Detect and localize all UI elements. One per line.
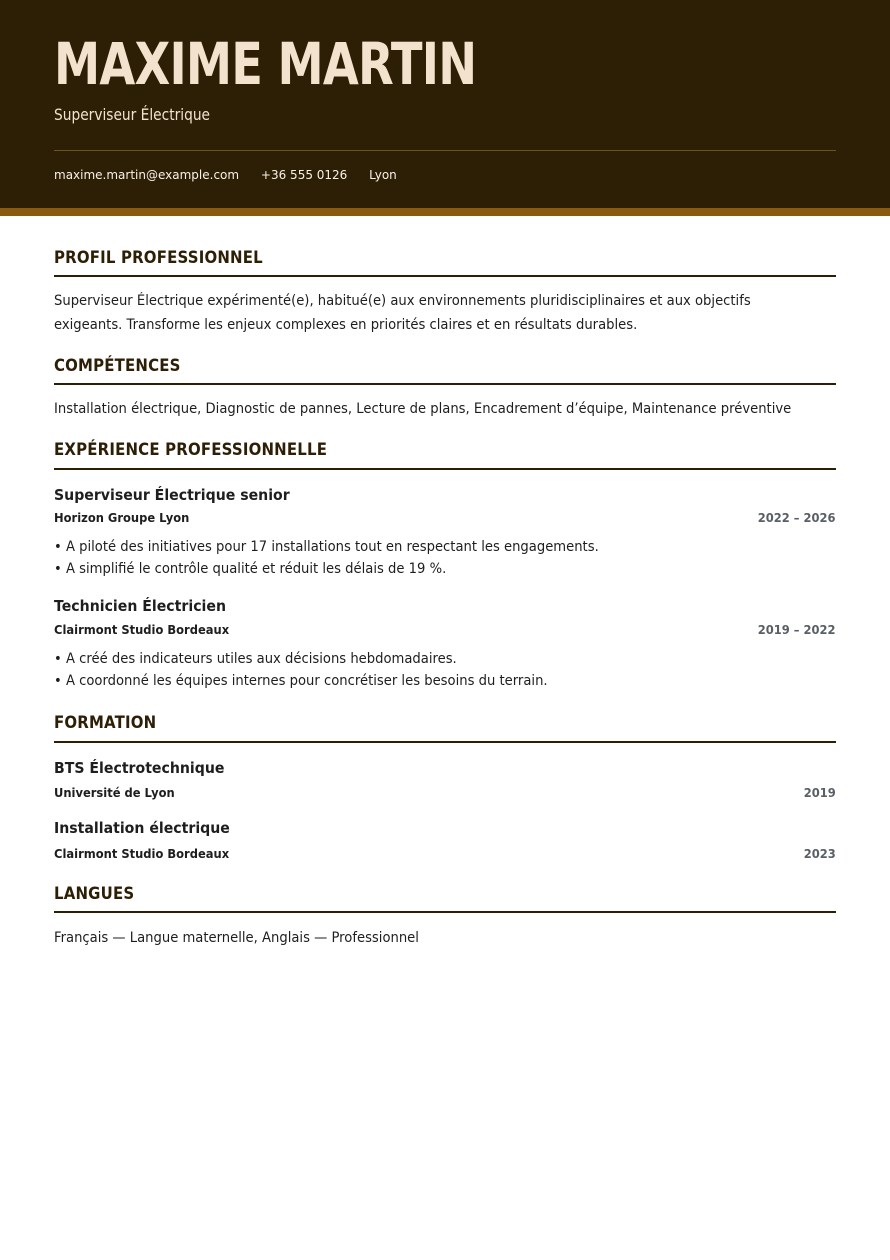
contact-phone[interactable]: +36 555 0126 <box>260 168 348 182</box>
contact-line <box>54 166 415 184</box>
education-year: 2023 <box>803 846 836 861</box>
experience-company: Horizon Groupe Lyon <box>54 510 190 525</box>
experience-role: Superviseur Électrique senior <box>54 486 290 504</box>
languages-list: Français — Langue maternelle, Anglais — Professionnel <box>54 930 419 946</box>
experience-bullet: • A simplifié le contrôle qualité et réduit les délais de 19 %. <box>54 561 447 577</box>
skills-list: Installation électrique, Diagnostic de pannes, Lecture de plans, Encadrement d’équipe, Maintenance préventive <box>54 401 792 417</box>
candidate-title: Superviseur Électrique <box>54 105 211 124</box>
resume-header <box>0 0 890 208</box>
section-title-education: FORMATION <box>54 713 157 733</box>
profile-summary: Superviseur Électrique expérimenté(e), habitué(e) aux environnements pluridisciplinaires et aux objectifs exigeants. Transforme les enjeux complexes en priorités claires et en résultats durables. <box>54 293 751 333</box>
section-rule-languages <box>54 911 836 913</box>
section-title-experience: EXPÉRIENCE PROFESSIONNELLE <box>54 440 328 460</box>
section-rule-skills <box>54 383 836 385</box>
experience-bullet: • A piloté des initiatives pour 17 installations tout en respectant les engagements. <box>54 539 599 555</box>
experience-role: Technicien Électricien <box>54 597 226 615</box>
section-rule-profile <box>54 275 836 277</box>
education-degree: BTS Électrotechnique <box>54 759 225 777</box>
section-title-languages: LANGUES <box>54 884 135 904</box>
section-rule-experience <box>54 468 836 470</box>
experience-bullet: • A créé des indicateurs utiles aux décisions hebdomadaires. <box>54 651 457 667</box>
header-divider <box>54 150 836 151</box>
education-year: 2019 <box>803 785 836 800</box>
header-accent-bar <box>0 208 890 216</box>
experience-dates: 2022 – 2026 <box>758 510 836 525</box>
section-title-profile: PROFIL PROFESSIONNEL <box>54 248 263 268</box>
education-degree: Installation électrique <box>54 819 230 837</box>
section-rule-education <box>54 741 836 743</box>
experience-dates: 2019 – 2022 <box>758 622 836 637</box>
education-school: Université de Lyon <box>54 785 175 800</box>
contact-email[interactable]: maxime.martin@example.com <box>54 168 240 182</box>
candidate-name: MAXIME MARTIN <box>54 30 477 98</box>
education-school: Clairmont Studio Bordeaux <box>54 846 230 861</box>
experience-bullet: • A coordonné les équipes internes pour concrétiser les besoins du terrain. <box>54 673 548 689</box>
section-title-skills: COMPÉTENCES <box>54 356 181 376</box>
experience-company: Clairmont Studio Bordeaux <box>54 622 230 637</box>
contact-city: Lyon <box>369 168 397 182</box>
